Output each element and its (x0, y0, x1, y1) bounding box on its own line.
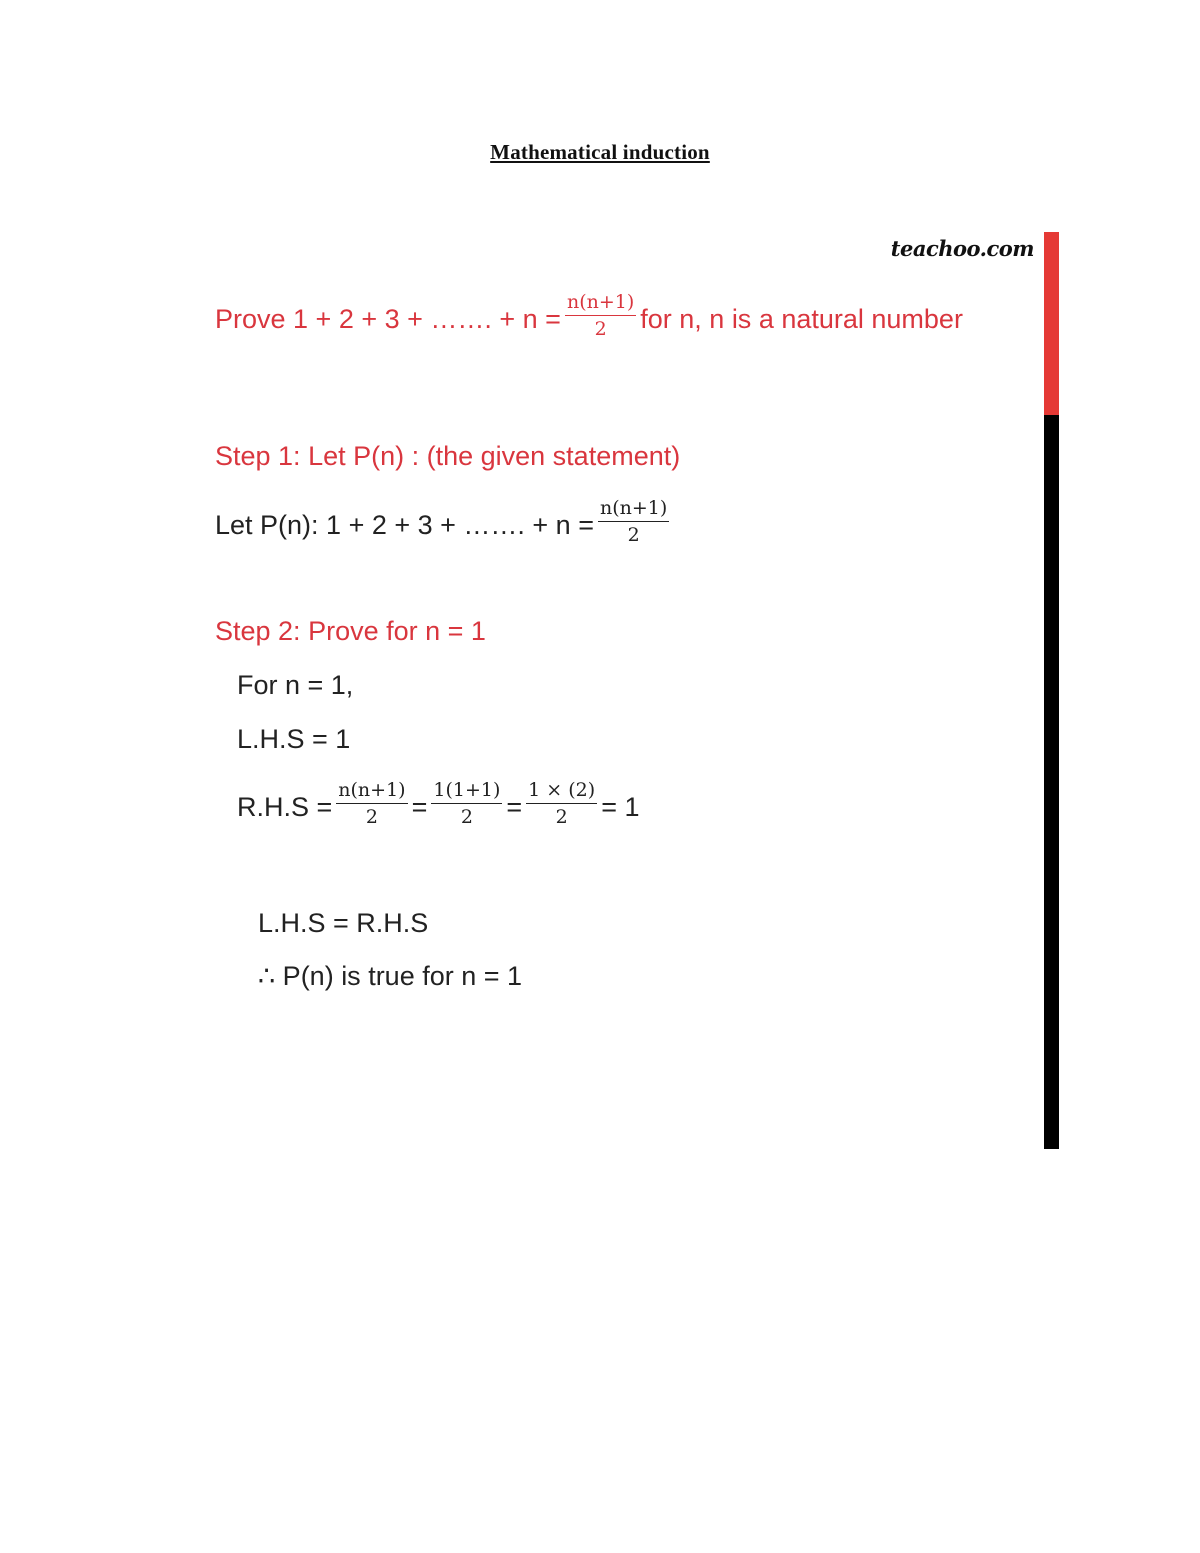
rhs-equals-1: = (411, 792, 428, 823)
question-suffix: for n, n is a natural number (640, 304, 963, 335)
step2-heading-text: Step 2: Prove for n = 1 (215, 616, 486, 646)
rhs-result: = 1 (601, 792, 640, 823)
step2-for-n-text: For n = 1, (237, 670, 354, 700)
step1-fraction-numerator: n(n+1) (598, 498, 669, 522)
step1-statement-prefix: Let P(n): 1 + 2 + 3 + ……. + n = (215, 510, 594, 541)
rhs-fraction-2-numerator: 1(1+1) (431, 780, 502, 804)
step1-heading (215, 441, 680, 472)
step2-conclusion (258, 961, 522, 992)
question-prefix: Prove 1 + 2 + 3 + ……. + n = (215, 304, 561, 335)
rhs-fraction-2-denominator: 2 (460, 805, 473, 828)
brand-logo: teachoo.com (890, 236, 1034, 261)
question-fraction-numerator: n(n+1) (565, 292, 636, 316)
step2-conclusion-text: ∴ P(n) is true for n = 1 (258, 961, 523, 991)
side-bar-red-segment (1044, 232, 1059, 415)
rhs-label: R.H.S = (237, 792, 333, 823)
side-bar-black-segment (1044, 415, 1059, 1149)
question-line (215, 291, 963, 344)
step2-heading (215, 616, 486, 647)
rhs-fraction-1 (336, 780, 407, 828)
step2-equality (258, 908, 428, 939)
question-fraction-denominator: 2 (594, 317, 607, 340)
step1-heading-text: Step 1: Let P(n) : (the given statement) (215, 441, 681, 471)
rhs-fraction-3-numerator: 1 × (2) (526, 780, 597, 804)
side-accent-bar (1044, 232, 1059, 1149)
rhs-fraction-3-denominator: 2 (555, 805, 568, 828)
step2-for-n (237, 670, 353, 701)
question-fraction (565, 292, 636, 340)
step2-rhs-line (237, 779, 640, 832)
step2-equality-text: L.H.S = R.H.S (258, 908, 429, 938)
rhs-fraction-1-numerator: n(n+1) (336, 780, 407, 804)
rhs-fraction-1-denominator: 2 (365, 805, 378, 828)
rhs-fraction-2 (431, 780, 502, 828)
step1-fraction (598, 498, 669, 546)
step2-lhs (237, 724, 350, 755)
page-title: Mathematical induction (490, 140, 710, 164)
rhs-fraction-3 (526, 780, 597, 828)
step1-statement (215, 497, 673, 550)
step1-fraction-denominator: 2 (627, 523, 640, 546)
step2-lhs-text: L.H.S = 1 (237, 724, 351, 754)
rhs-equals-2: = (506, 792, 523, 823)
